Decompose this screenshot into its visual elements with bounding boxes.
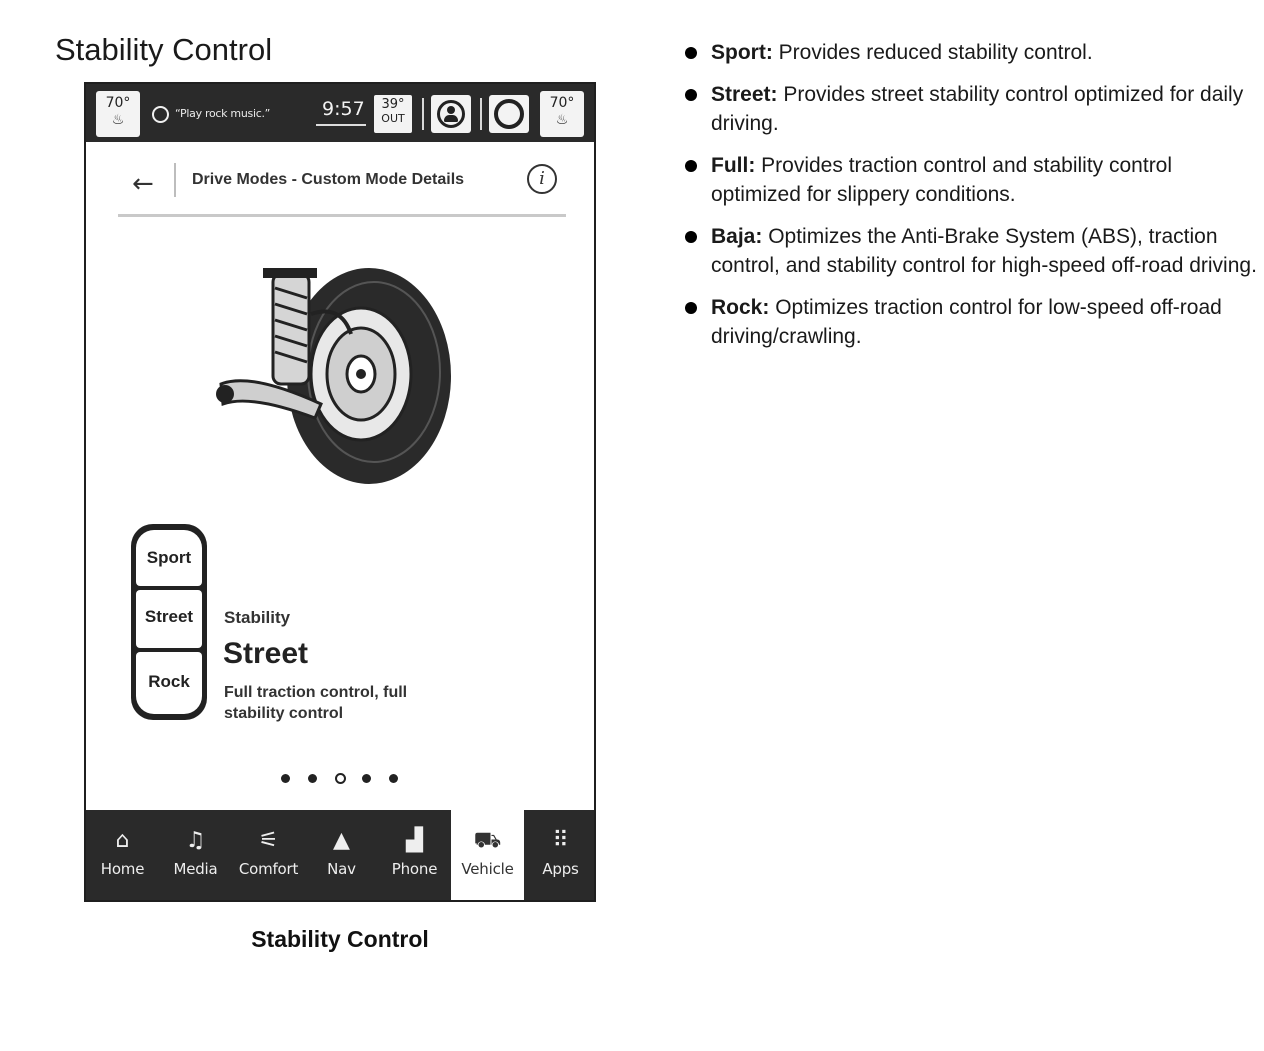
list-item	[683, 38, 1258, 67]
music-note-icon: ♫	[185, 828, 206, 853]
passenger-climate-button[interactable]	[540, 91, 584, 137]
pagination-dots	[281, 772, 406, 786]
page-dot[interactable]	[308, 774, 317, 783]
list-term: Full:	[711, 154, 756, 177]
status-bar	[86, 84, 594, 142]
heated-seat-steering-icon: ♨	[111, 111, 125, 127]
list-text: Optimizes traction control for low-speed off-road driving/crawling.	[711, 296, 1222, 348]
title-bar	[118, 159, 566, 217]
home-icon: ⌂	[115, 828, 130, 853]
page-dot-active[interactable]	[335, 773, 346, 784]
apps-grid-icon: ⠿	[552, 828, 569, 853]
nav-media[interactable]	[159, 810, 232, 900]
phone-signal-icon: ▟	[406, 828, 423, 853]
back-arrow-icon[interactable]: ←	[132, 169, 154, 199]
nav-label: Apps	[542, 860, 579, 878]
clock-underline	[316, 124, 366, 126]
profile-button[interactable]	[431, 95, 471, 133]
mode-description-list	[683, 38, 1258, 364]
page-dot[interactable]	[362, 774, 371, 783]
profile-icon	[437, 100, 465, 128]
list-term: Street:	[711, 83, 778, 106]
nav-home[interactable]	[86, 810, 159, 900]
heated-seat-icon: ♨	[555, 111, 569, 127]
nav-label: Phone	[391, 860, 438, 878]
page-dot[interactable]	[281, 774, 290, 783]
vehicle-icon: ⛟	[473, 828, 502, 853]
page-dot[interactable]	[389, 774, 398, 783]
outside-temp-label: OUT	[381, 112, 405, 125]
list-item	[683, 222, 1258, 280]
nav-nav[interactable]	[305, 810, 378, 900]
infotainment-screen	[84, 82, 596, 902]
figure-caption: Stability Control	[251, 926, 429, 952]
mode-option-sport[interactable]: Sport	[136, 530, 202, 586]
setting-value: Street	[223, 637, 309, 670]
list-item	[683, 80, 1258, 138]
setting-description: Full traction control, full stability control	[224, 684, 408, 722]
list-text: Provides reduced stability control.	[772, 41, 1093, 64]
page-title: Drive Modes - Custom Mode Details	[192, 171, 465, 188]
bottom-nav-bar	[86, 810, 594, 900]
voice-prompt: “Play rock music.”	[175, 107, 271, 120]
status-divider	[480, 98, 482, 130]
list-term: Sport:	[711, 41, 773, 64]
voice-assistant-icon[interactable]	[152, 106, 169, 123]
wheel-suspension-illustration	[211, 254, 471, 494]
mode-selector	[131, 524, 207, 720]
alexa-button[interactable]	[489, 95, 529, 133]
driver-temp: 70°	[105, 95, 131, 111]
list-term: Baja:	[711, 225, 763, 248]
list-term: Rock:	[711, 296, 770, 319]
nav-comfort[interactable]	[232, 810, 305, 900]
nav-label: Vehicle	[461, 860, 514, 878]
mode-option-rock[interactable]: Rock	[136, 652, 202, 714]
nav-label: Media	[173, 860, 218, 878]
list-text: Optimizes the Anti-Brake System (ABS), traction control, and stability control for high-speed off-road driving.	[711, 225, 1257, 277]
list-text: Provides street stability control optimized for daily driving.	[711, 83, 1244, 135]
nav-label: Nav	[327, 860, 356, 878]
comfort-seat-icon: ⚟	[258, 828, 279, 853]
compass-icon: ▲	[333, 828, 350, 853]
nav-label: Home	[100, 860, 145, 878]
nav-phone[interactable]	[378, 810, 451, 900]
outside-temperature	[374, 95, 412, 133]
nav-vehicle[interactable]	[451, 810, 524, 900]
nav-label: Comfort	[238, 860, 299, 878]
list-item	[683, 293, 1258, 351]
driver-climate-button[interactable]	[96, 91, 140, 137]
list-item	[683, 151, 1258, 209]
passenger-temp: 70°	[549, 95, 575, 111]
clock: 9:57	[322, 98, 365, 120]
alexa-ring-icon	[494, 99, 524, 129]
nav-apps[interactable]	[524, 810, 596, 900]
page-heading: Stability Control	[55, 32, 273, 67]
outside-temp-value: 39°	[381, 97, 405, 112]
setting-label: Stability	[224, 608, 291, 627]
mode-option-street[interactable]: Street	[136, 590, 202, 648]
status-divider	[422, 98, 424, 130]
list-text: Provides traction control and stability control optimized for slippery conditions.	[711, 154, 1173, 206]
info-icon[interactable]: i	[527, 164, 557, 194]
title-divider	[174, 163, 176, 197]
